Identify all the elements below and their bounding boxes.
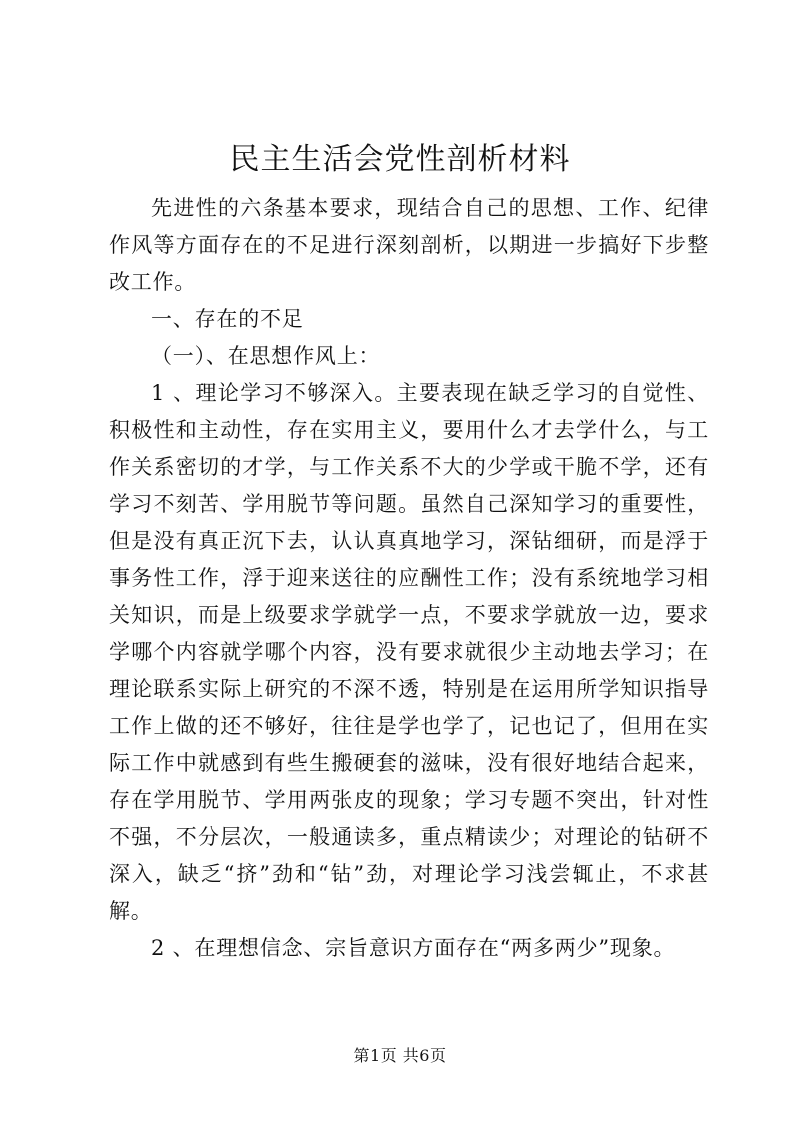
subsection-heading: （一）、在思想作风上：	[151, 344, 381, 368]
page-footer: 第1页 共6页	[353, 1046, 447, 1065]
intro-paragraph: 先进性的六条基本要求，现结合自己的思想、工作、纪律作风等方面存在的不足进行深刻剖析，以期进一步搞好下步整改工作。	[109, 196, 709, 294]
paragraph-point-2: 2 、在理想信念、宗旨意识方面存在“两多两少”现象。	[151, 936, 676, 960]
document-title: 民主生活会党性剖析材料	[229, 142, 571, 177]
paragraph-point-1: 1 、理论学习不够深入。主要表现在缺乏学习的自觉性、积极性和主动性，存在实用主义，要用什么才去学什么，与工作关系密切的才学，与工作关系不大的少学或干脆不学，还有学习不刻苦、学用脱节等问题。虽然自己深知学习的重要性，但是没有真正沉下去，认认真真地学习，深钻细研，而是浮于事务性工作，浮于迎来送往的应酬性工作；没有系统地学习相关知识，而是上级要求学就学一点，不要求学就放一边，要求学哪个内容就学哪个内容，没有要求就很少主动地去学习；在理论联系实际上研究的不深不透，特别是在运用所学知识指导工作上做的还不够好，往往是学也学了，记也记了，但用在实际工作中就感到有些生搬硬套的滋味，没有很好地结合起来，存在学用脱节、学用两张皮的现象；学习专题不突出，针对性不强，不分层次，一般通读多，重点精读少；对理论的钻研不深入，缺乏“挤”劲和“钻”劲，对理论学习浅尝辄止，不求甚解。	[109, 381, 709, 923]
document-body	[109, 190, 709, 967]
section-heading: 一、存在的不足	[151, 307, 304, 331]
